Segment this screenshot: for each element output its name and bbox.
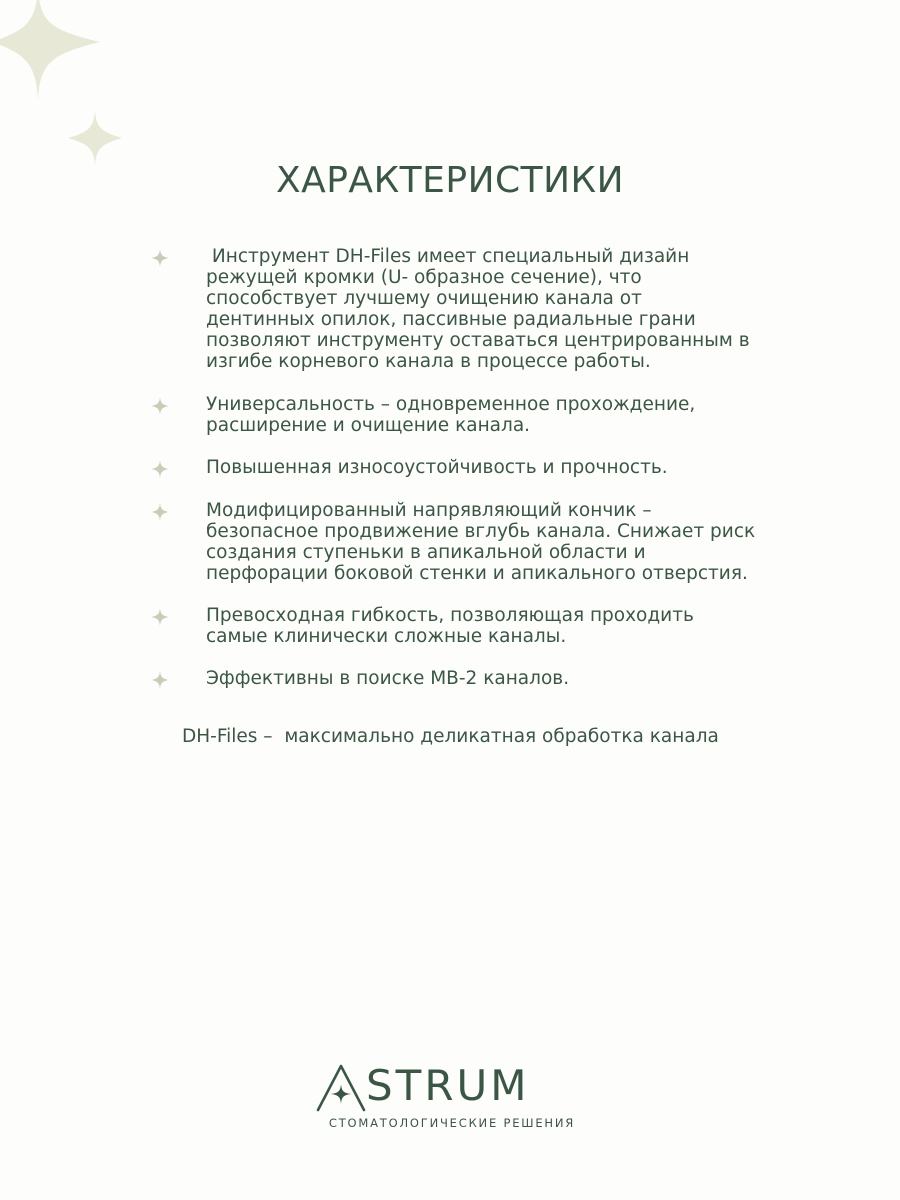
feature-item-design xyxy=(150,246,770,372)
feature-line: режущей кромки (U- образное сечение), что xyxy=(206,267,642,288)
feature-line: создания ступеньки в апикальной области и xyxy=(206,542,646,563)
feature-line: Модифицированный напрявляющий кончик – xyxy=(206,500,652,521)
logo-wordmark: STRUM xyxy=(366,1061,530,1110)
feature-item-universality xyxy=(150,394,770,436)
sparkle-icon xyxy=(150,607,170,627)
feature-item-durability xyxy=(150,457,770,478)
feature-line: способствует лучшему очищению канала от xyxy=(206,288,642,309)
sparkle-icon xyxy=(150,502,170,522)
sparkle-icon xyxy=(150,248,170,268)
feature-line: Универсальность – одновременное прохождение, xyxy=(206,394,696,415)
sparkle-icon xyxy=(150,459,170,479)
feature-item-mb2 xyxy=(150,668,770,689)
decorative-star-large-icon xyxy=(0,0,100,100)
feature-line: Превосходная гибкость, позволяющая проходить xyxy=(206,605,694,626)
sparkle-icon xyxy=(150,396,170,416)
feature-item-flexibility xyxy=(150,605,770,647)
page-title: ХАРАКТЕРИСТИКИ xyxy=(275,160,625,201)
feature-line: Повышенная износоустойчивость и прочность. xyxy=(206,457,668,478)
astrum-star-a-icon xyxy=(316,1062,366,1112)
feature-line: изгибе корневого канала в процессе работы. xyxy=(206,351,651,372)
feature-list xyxy=(150,246,770,689)
feature-line: перфорации боковой стенки и апикального отверстия. xyxy=(206,563,748,584)
feature-line: Эффективны в поиске МВ-2 каналов. xyxy=(206,668,570,689)
feature-line: безопасное продвижение вглубь канала. Снижает риск xyxy=(206,521,756,542)
feature-line: Инструмент DH-Files имеет специальный дизайн xyxy=(206,246,690,267)
feature-line: самые клинически сложные каналы. xyxy=(206,626,567,647)
feature-line: дентинных опилок, пассивные радиальные грани xyxy=(206,309,696,330)
feature-line: позволяют инструменту оставаться центрированным в xyxy=(206,330,750,351)
decorative-star-small-icon xyxy=(68,110,122,166)
feature-item-guiding-tip xyxy=(150,500,770,584)
logo-subtitle: СТОМАТОЛОГИЧЕСКИЕ РЕШЕНИЯ xyxy=(328,1116,576,1130)
astrum-logo xyxy=(316,1058,588,1138)
tagline: DH-Files – максимально деликатная обработка канала xyxy=(182,726,719,747)
sparkle-icon xyxy=(150,670,170,690)
feature-line: расширение и очищение канала. xyxy=(206,415,531,436)
